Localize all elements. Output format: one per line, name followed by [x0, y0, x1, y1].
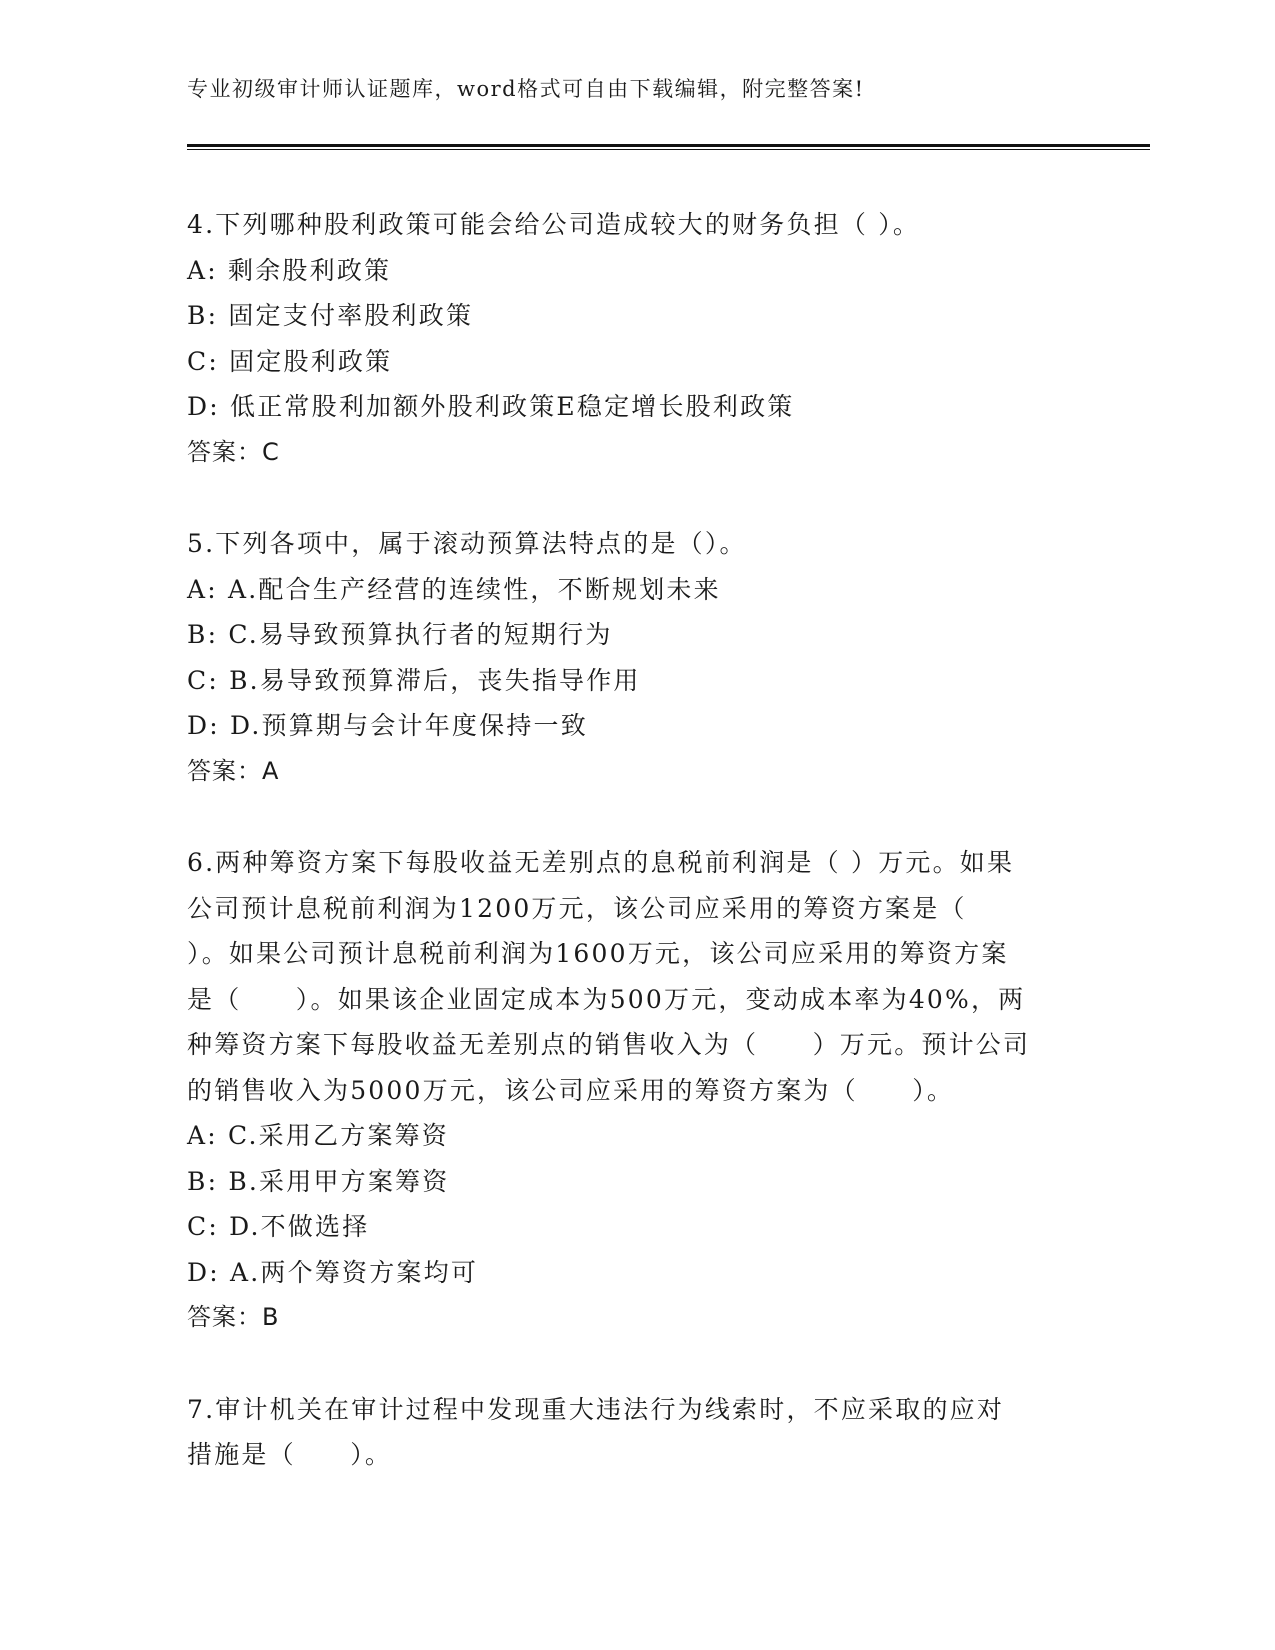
option-b: B: C.易导致预算执行者的短期行为	[187, 620, 613, 649]
question-stem-line: 的销售收入为5000万元，该公司应采用的筹资方案为（ ）。	[187, 1075, 955, 1105]
option-b: B: B.采用甲方案筹资	[187, 1166, 450, 1196]
question-stem-line: 公司预计息税前利润为1200万元，该公司应采用的筹资方案是（	[187, 893, 967, 923]
page-header: 专业初级审计师认证题库，word格式可自由下载编辑，附完整答案!	[187, 77, 865, 101]
option-c: C: D.不做选择	[187, 1212, 370, 1241]
answer-label: 答案：C	[187, 437, 280, 466]
question-stem-line: ）。如果公司预计息税前利润为1600万元，该公司应采用的筹资方案	[187, 939, 1009, 968]
question-6	[187, 840, 1087, 1341]
question-5	[187, 521, 1087, 794]
option-a: A: 剩余股利政策	[187, 255, 392, 285]
question-stem-line: 6.两种筹资方案下每股收益无差别点的息税前利润是（ ）万元。如果	[187, 848, 1015, 877]
header-divider	[187, 144, 1150, 150]
option-d: D: 低正常股利加额外股利政策E稳定增长股利政策	[187, 392, 795, 421]
option-c: C: B.易导致预算滞后，丧失指导作用	[187, 665, 641, 695]
option-d: D: A.两个筹资方案均可	[187, 1257, 479, 1287]
question-4	[187, 202, 1087, 475]
question-stem: 4.下列哪种股利政策可能会给公司造成较大的财务负担（ ）。	[187, 210, 921, 239]
question-stem-line: 是（ ）。如果该企业固定成本为500万元，变动成本率为40%，两	[187, 984, 1026, 1014]
question-stem-line: 措施是（ ）。	[187, 1440, 393, 1469]
option-a: A: C.采用乙方案筹资	[187, 1121, 450, 1150]
question-list	[187, 202, 1087, 1524]
option-c: C: 固定股利政策	[187, 346, 393, 376]
option-d: D: D.预算期与会计年度保持一致	[187, 711, 588, 740]
option-b: B: 固定支付率股利政策	[187, 301, 474, 330]
option-a: A: A.配合生产经营的连续性，不断规划未来	[187, 574, 721, 604]
answer-label: 答案：B	[187, 1303, 280, 1331]
question-stem-line: 种筹资方案下每股收益无差别点的销售收入为（ ）万元。预计公司	[187, 1030, 1031, 1059]
question-stem-line: 7.审计机关在审计过程中发现重大违法行为线索时，不应采取的应对	[187, 1394, 1005, 1424]
question-7	[187, 1387, 1087, 1478]
question-stem: 5.下列各项中，属于滚动预算法特点的是（）。	[187, 529, 747, 558]
answer-label: 答案：A	[187, 756, 280, 785]
